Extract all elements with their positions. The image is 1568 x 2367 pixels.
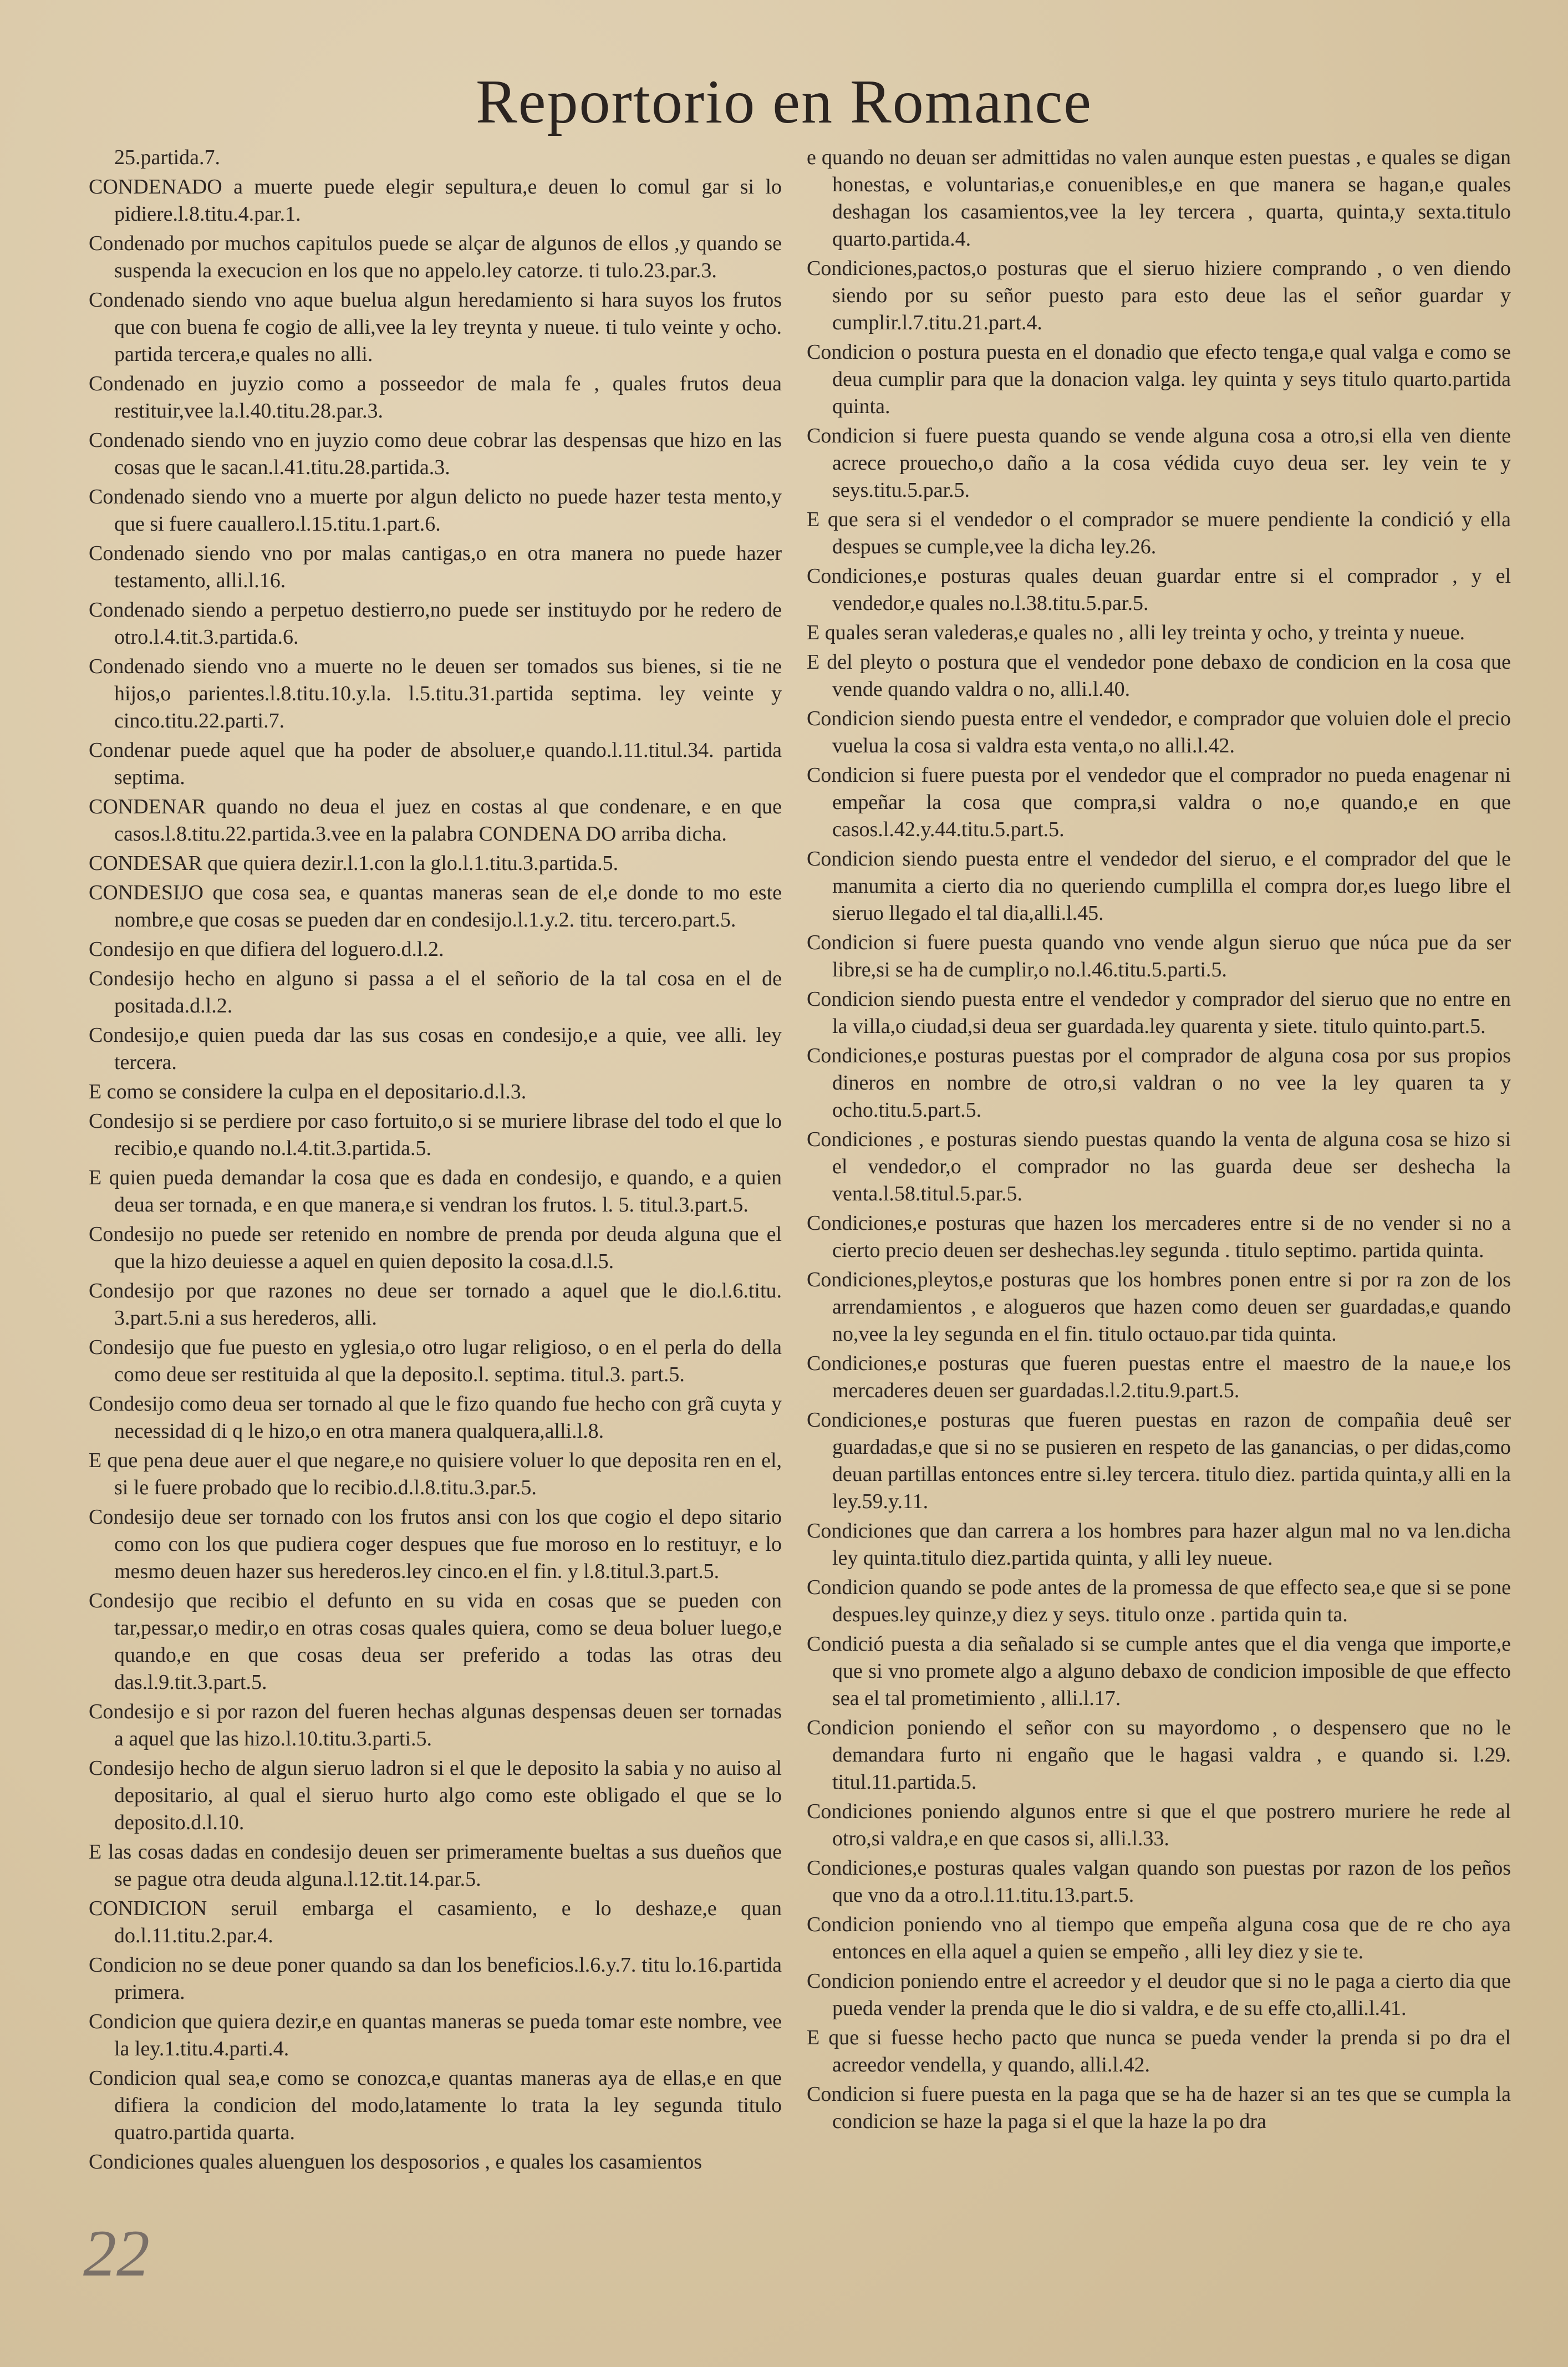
index-entry: Condenar puede aquel que ha poder de absoluer,e quando.l.11.titul.34. partida septima. [89, 739, 782, 789]
index-entry: Condiciones , e posturas siendo puestas quando la venta de alguna cosa se hizo si el vendedor,o el comprador no las guarda deue ser deshecha la venta.l.58.titul.5.par.5. [807, 1128, 1511, 1205]
index-entry: E que sera si el vendedor o el comprador se muere pendiente la condició y ella despues se cumple,vee la dicha ley.26. [807, 508, 1511, 558]
index-entry: Condicion si fuere puesta por el vendedor que el comprador no pueda enagenar ni empeñar la cosa que compra,si valdra o no,e quando,e en que casos.l.42.y.44.titu.5.part.5. [807, 763, 1511, 841]
index-entry: Condenado en juyzio como a posseedor de mala fe , quales frutos deua restituir,vee la.l.40.titu.28.par.3. [89, 372, 782, 423]
index-entry: Condesijo hecho de algun sieruo ladron si el que le deposito la sabia y no auiso al depositario, al qual el sieruo hurto algo como este obligado el que se lo deposito.d.l.10. [89, 1757, 782, 1834]
index-entry: Condicion que quiera dezir,e en quantas maneras se pueda tomar este nombre, vee la ley.1.titu.4.parti.4. [89, 2010, 782, 2060]
index-entry: Condicion si fuere puesta quando se vende alguna cosa a otro,si ella ven diente acrece prouecho,o daño a la cosa védida cuyo deua ser. ley vein te y seys.titu.5.par.5. [807, 424, 1511, 502]
index-entry: Condiciones,pactos,o posturas que el sieruo hiziere comprando , o ven diendo siendo por su señor puesto para esto deue las el señor guardar y cumplir.l.7.titu.21.part.4. [807, 257, 1511, 334]
index-entry: Condesijo como deua ser tornado al que le fizo quando fue hecho con grã cuyta y necessidad di q le hizo,o en otra manera qualquera,alli.l.8. [89, 1392, 782, 1443]
index-entry: Condenado siendo vno a muerte por algun delicto no puede hazer testa mento,y que si fuere cauallero.l.15.titu.1.part.6. [89, 485, 782, 536]
index-entry: E como se considere la culpa en el depositario.d.l.3. [89, 1080, 527, 1103]
index-entry: Condesijo e si por razon del fueren hechas algunas despensas deuen ser tornadas a aquel que las hizo.l.10.titu.3.parti.5. [89, 1700, 782, 1750]
index-entry: E quien pueda demandar la cosa que es dada en condesijo, e quando, e a quien deua ser tornada, e en que manera,e si vendran los frutos. l. 5. titul.3.part.5. [89, 1166, 782, 1216]
index-entry: Condesijo por que razones no deue ser tornado a aquel que le dio.l.6.titu. 3.part.5.ni a sus herederos, alli. [89, 1279, 782, 1330]
index-entry: E del pleyto o postura que el vendedor pone debaxo de condicion en la cosa que vende quando valdra o no, alli.l.40. [807, 650, 1511, 701]
index-entry: Condesijo que fue puesto en yglesia,o otro lugar religioso, o en el perla do della como deue ser restituida al que la deposito.l. septima. titul.3. part.5. [89, 1336, 782, 1386]
index-entry: Condesijo deue ser tornado con los frutos ansi con los que cogio el depo sitario como con los que pudiera coger despues que fue moroso en lo restituyr, e lo mesmo deuen hazer sus herederos.ley cinco.en el fin. y l.8.titul.3.part.5. [89, 1505, 782, 1583]
index-entry: Condició puesta a dia señalado si se cumple antes que el dia venga que importe,e que si vno promete algo a alguno debaxo de condicion imposible de que effecto sea el tal prometimiento , alli.l.17. [807, 1632, 1511, 1710]
index-entry: Condicion quando se pode antes de la promessa de que effecto sea,e que si se pone despues.ley quinze,y diez y seys. titulo onze . partida quin ta. [807, 1576, 1511, 1626]
index-entry: CONDESIJO que cosa sea, e quantas maneras sean de el,e donde to mo este nombre,e que cosas se pueden dar en condesijo.l.1.y.2. titu. tercero.part.5. [89, 881, 782, 931]
folio-number: 22 [83, 2216, 150, 2290]
index-entry: CONDICION seruil embarga el casamiento, e lo deshaze,e quan do.l.11.titu.2.par.4. [89, 1897, 782, 1947]
index-entry: E quales seran valederas,e quales no , alli ley treinta y ocho, y treinta y nueue. [807, 621, 1465, 644]
index-entry: Condicion qual sea,e como se conozca,e quantas maneras aya de ellas,e en que difiera la condicion del modo,latamente lo trata la ley segunda titulo quatro.partida quarta. [89, 2066, 782, 2144]
index-entry: Condenado por muchos capitulos puede se alçar de algunos de ellos ,y quando se suspenda la execucion en los que no appelo.ley catorze. ti tulo.23.par.3. [89, 232, 782, 282]
index-entry: Condicion o postura puesta en el donadio que efecto tenga,e qual valga e como se deua cumplir para que la donacion valga. ley quinta y seys titulo quarto.partida quinta. [807, 340, 1511, 418]
index-entry: Condesijo hecho en alguno si passa a el el señorio de la tal cosa en el de positada.d.l.2. [89, 967, 782, 1017]
index-entry: Condenado siendo vno en juyzio como deue cobrar las despensas que hizo en las cosas que le sacan.l.41.titu.28.partida.3. [89, 429, 782, 479]
index-entry: Condicion poniendo el señor con su mayordomo , o despensero que no le demandara furto ni engaño que le hagasi valdra , e quando si. l.29. titul.11.partida.5. [807, 1716, 1511, 1794]
index-entry: Condicion si fuere puesta quando vno vende algun sieruo que núca pue da ser libre,si se ha de cumplir,o no.l.46.titu.5.parti.5. [807, 931, 1511, 981]
index-entry: CONDESAR que quiera dezir.l.1.con la glo.l.1.titu.3.partida.5. [89, 852, 619, 875]
index-entry: Condicion si fuere puesta en la paga que se ha de hazer si an tes que se cumpla la condicion se haze la paga si el que la haze la po dra [807, 2083, 1511, 2133]
index-entry: Condesijo en que difiera del loguero.d.l.2. [89, 938, 444, 961]
index-entry: Condicion siendo puesta entre el vendedor, e comprador que voluien dole el precio vuelua la cosa si valdra esta venta,o no alli.l.42. [807, 707, 1511, 757]
index-entry: E que pena deue auer el que negare,e no quisiere voluer lo que deposita ren en el, si le fuere probado que lo recibio.d.l.8.titu.3.par.5. [89, 1449, 782, 1499]
index-entry: Condicion poniendo vno al tiempo que empeña alguna cosa que de re cho aya entonces en ella aquel a quien se empeño , alli ley diez y sie te. [807, 1913, 1511, 1963]
index-entry: CONDENADO a muerte puede elegir sepultura,e deuen lo comul gar si lo pidiere.l.8.titu.4.par.1. [89, 175, 782, 226]
index-entry: E que si fuesse hecho pacto que nunca se pueda vender la prenda si po dra el acreedor vendella, y quando, alli.l.42. [807, 2026, 1511, 2076]
index-entry: Condicion siendo puesta entre el vendedor y comprador del sieruo que no entre en la villa,o ciudad,si deua ser guardada.ley quarenta y siete. titulo quinto.part.5. [807, 987, 1511, 1038]
index-entry: Condiciones,e posturas puestas por el comprador de alguna cosa por sus propios dineros en nombre de otro,si valdran o no vee la ley quaren ta y ocho.titu.5.part.5. [807, 1044, 1511, 1122]
index-entry: Condiciones,pleytos,e posturas que los hombres ponen entre si por ra zon de los arrendamientos , e alogueros que hazen como deuen ser guardadas,e quando no,vee la ley segunda en el fin. titulo octauo.par tida quinta. [807, 1268, 1511, 1346]
index-entry: Condesijo no puede ser retenido en nombre de prenda por deuda alguna que el que la hizo deuiesse a aquel en quien deposito la cosa.d.l.5. [89, 1223, 782, 1273]
index-entry: e quando no deuan ser admittidas no valen aunque esten puestas , e quales se digan honestas, e voluntarias,e conuenibles,e en que manera se hagan,e quales deshagan los casamientos,vee la ley tercera , quarta, quinta,y sexta.titulo quarto.partida.4. [807, 146, 1511, 251]
index-entry: Condiciones,e posturas quales deuan guardar entre si el comprador , y el vendedor,e quales no.l.38.titu.5.par.5. [807, 564, 1511, 615]
index-entry: Condiciones,e posturas que fueren puestas en razon de compañia deuê ser guardadas,e que si no se pusieren en respeto de las ganancias, o per didas,como deuan partillas entonces entre si.ley tercera. titulo diez. partida quinta,y alli en la ley.59.y.11. [807, 1408, 1511, 1513]
index-entry: Condiciones quales aluenguen los desposorios , e quales los casamientos [89, 2150, 702, 2173]
index-entry: Condiciones poniendo algunos entre si que el que postrero muriere he rede al otro,si valdra,e en que casos si, alli.l.33. [807, 1800, 1511, 1850]
index-entry: Condenado siendo a perpetuo destierro,no puede ser instituydo por he redero de otro.l.4.tit.3.partida.6. [89, 598, 782, 649]
index-entry: Condiciones,e posturas que fueren puestas entre el maestro de la naue,e los mercaderes deuen ser guardadas.l.2.titu.9.part.5. [807, 1352, 1511, 1402]
index-entry: Condicion siendo puesta entre el vendedor del sieruo, e el comprador del que le manumita a cierto dia no queriendo cumplilla el compra dor,es luego libre el sieruo llegado el tal dia,alli.l.45. [807, 847, 1511, 925]
index-entry: Condenado siendo vno a muerte no le deuen ser tomados sus bienes, si tie ne hijos,o parientes.l.8.titu.10.y.la. l.5.titu.31.partida septima. ley veinte y cinco.titu.22.parti.7. [89, 655, 782, 732]
index-entry: Condesijo que recibio el defunto en su vida en cosas que se pueden con tar,pessar,o medir,o en otras cosas quales quiera, como se deua boluer luego,e quando,e en que cosas deua ser preferido a todas las otras deu das.l.9.tit.3.part.5. [89, 1589, 782, 1694]
index-entry: Condesijo,e quien pueda dar las sus cosas en condesijo,e a quie, vee alli. ley tercera. [89, 1024, 782, 1074]
right-column [807, 144, 1511, 2137]
index-entry: CONDENAR quando no deua el juez en costas al que condenare, e en que casos.l.8.titu.22.partida.3.vee en la palabra CONDENA DO arriba dicha. [89, 795, 782, 846]
index-entry: Condesijo si se perdiere por caso fortuito,o si se muriere librase del todo el que lo recibio,e quando no.l.4.tit.3.partida.5. [89, 1109, 782, 1160]
index-entry: Condicion poniendo entre el acreedor y el deudor que si no le paga a cierto dia que pueda vender la prenda que le dio si valdra, e de su effe cto,alli.l.41. [807, 1969, 1511, 2020]
index-entry: Condiciones,e posturas quales valgan quando son puestas por razon de los peños que vno da a otro.l.11.titu.13.part.5. [807, 1856, 1511, 1907]
index-entry: Condiciones que dan carrera a los hombres para hazer algun mal no va len.dicha ley quinta.titulo diez.partida quinta, y alli ley nueue. [807, 1519, 1511, 1570]
index-entry: Condenado siendo vno aque buelua algun heredamiento si hara suyos los frutos que con buena fe cogio de alli,vee la ley treynta y nueue. ti tulo veinte y ocho. partida tercera,e quales no alli. [89, 288, 782, 366]
page-header: Reportorio en Romance [476, 68, 1092, 136]
index-entry: Condenado siendo vno por malas cantigas,o en otra manera no puede hazer testamento, alli.l.16. [89, 542, 782, 592]
index-entry: 25.partida.7. [114, 146, 221, 169]
index-entry: Condiciones,e posturas que hazen los mercaderes entre si de no vender si no a cierto precio deuen ser deshechas.ley segunda . titulo septimo. partida quinta. [807, 1212, 1511, 1262]
left-column [89, 144, 782, 2178]
index-entry: E las cosas dadas en condesijo deuen ser primeramente bueltas a sus dueños que se pague otra deuda alguna.l.12.tit.14.par.5. [89, 1840, 782, 1891]
index-entry: Condicion no se deue poner quando sa dan los beneficios.l.6.y.7. titu lo.16.partida primera. [89, 1953, 782, 2004]
